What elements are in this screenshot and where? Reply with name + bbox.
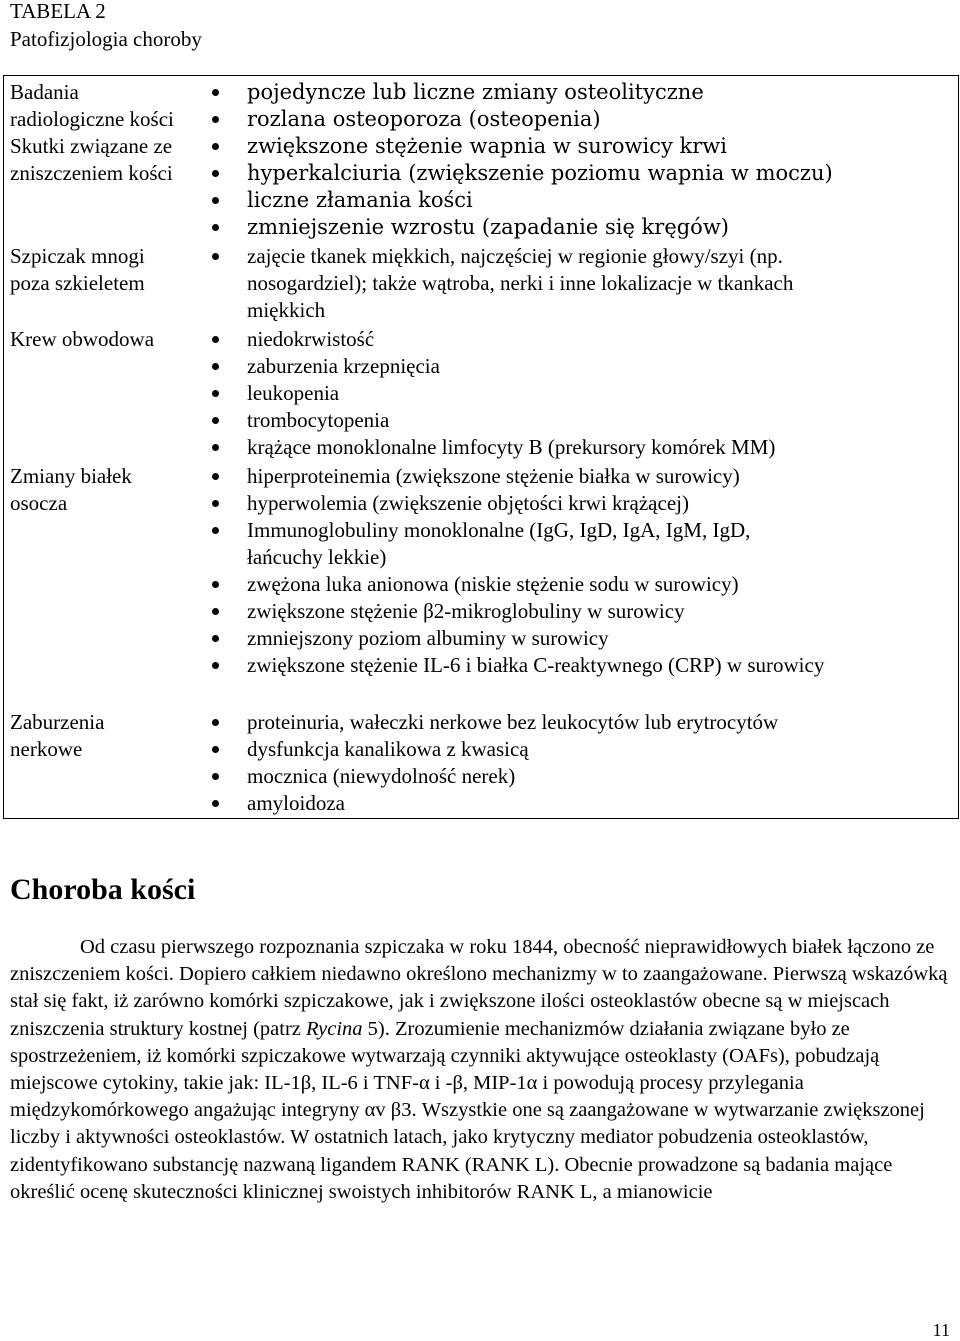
- bullet-icon: [212, 390, 219, 397]
- bullet-icon: [212, 746, 219, 753]
- list-item: [196, 652, 828, 679]
- row-label-line: Zaburzenia: [10, 710, 105, 734]
- bullet-icon: [212, 417, 219, 424]
- list-item: [196, 571, 828, 598]
- list-item-text: zmniejszony poziom albuminy w surowicy: [247, 626, 609, 650]
- list-item-text: niedokrwistość: [247, 327, 375, 351]
- row-label: [10, 326, 154, 353]
- list-item: [196, 133, 958, 160]
- list-item: [196, 106, 958, 133]
- row-label: [10, 463, 132, 517]
- page-number: 11: [932, 1320, 950, 1340]
- list-item: [196, 243, 808, 324]
- row-label-line: poza szkieletem: [10, 271, 145, 295]
- bullet-icon: [212, 581, 219, 588]
- list-item: [196, 434, 958, 461]
- list-item-text: zwiększone stężenie IL-6 i białka C-reaktywnego (CRP) w surowicy: [247, 653, 825, 677]
- bullet-icon: [212, 253, 219, 260]
- list-item: [196, 407, 958, 434]
- bullet-icon: [212, 635, 219, 642]
- item-list: [196, 463, 828, 679]
- list-item-text: zwiększone stężenie wapnia w surowicy krwi: [247, 134, 727, 158]
- list-item: [196, 790, 958, 817]
- paragraph-text-part: Od czasu pierwszego rozpoznania szpiczaka w roku 1844, obecność nieprawidłowych białek łączono ze zniszczeniem kości. Dopiero całkiem niedawno określono mechanizmy w to zaangażowane. Pierwszą wskazówką stał się fakt, iż zarówno komórki szpiczakowe, jak i zwiększone ilości osteoklastów obecne są w miejscach zniszczenia struktury kostnej (patrz: [10, 936, 948, 1040]
- list-item-text: zwiększone stężenie β2-mikroglobuliny w surowicy: [247, 599, 685, 623]
- list-item-text: hiperproteinemia (zwiększone stężenie białka w surowicy): [247, 464, 740, 488]
- list-item: [196, 709, 958, 736]
- list-item: [196, 160, 958, 187]
- pathophysiology-table: [3, 75, 959, 819]
- row-label-line: Krew obwodowa: [10, 327, 155, 351]
- row-label-line: osocza: [10, 491, 68, 515]
- list-item: [196, 517, 828, 571]
- bullet-icon: [212, 143, 219, 150]
- list-item-text: zwężona luka anionowa (niskie stężenie sodu w surowicy): [247, 572, 739, 596]
- row-label-line: Badania: [10, 80, 79, 104]
- list-item: [196, 214, 958, 241]
- figure-reference: Rycina: [306, 1017, 363, 1040]
- item-list: [196, 326, 958, 461]
- list-item: [196, 353, 958, 380]
- section-heading: Choroba kości: [10, 873, 196, 906]
- bullet-icon: [212, 800, 219, 807]
- list-item: [196, 380, 958, 407]
- list-item-text: leukopenia: [247, 381, 340, 405]
- body-paragraph: [10, 934, 955, 1206]
- list-item-text: zmniejszenie wzrostu (zapadanie się kręgów): [247, 215, 729, 239]
- bullet-icon: [212, 197, 219, 204]
- bullet-icon: [212, 336, 219, 343]
- row-label: [10, 709, 104, 763]
- table-caption: [10, 0, 202, 53]
- list-item: [196, 763, 958, 790]
- item-list: [196, 709, 958, 817]
- item-list: [196, 79, 958, 241]
- bullet-icon: [212, 89, 219, 96]
- row-label-line: Szpiczak mnogi: [10, 244, 145, 268]
- bullet-icon: [212, 116, 219, 123]
- list-item-text: Immunoglobuliny monoklonalne (IgG, IgD, IgA, IgM, IgD, łańcuchy lekkie): [247, 518, 751, 569]
- bullet-icon: [212, 444, 219, 451]
- list-item: [196, 625, 828, 652]
- table-title: Patofizjologia choroby: [10, 27, 202, 51]
- row-label: [10, 79, 174, 187]
- row-label-line: Zmiany białek: [10, 464, 132, 488]
- bullet-icon: [212, 719, 219, 726]
- bullet-icon: [212, 773, 219, 780]
- list-item-text: pojedyncze lub liczne zmiany osteolityczne: [247, 80, 704, 104]
- list-item-text: hyperwolemia (zwiększenie objętości krwi krążącej): [247, 491, 689, 515]
- list-item-text: krążące monoklonalne limfocyty B (prekursory komórek MM): [247, 435, 776, 459]
- bullet-icon: [212, 527, 219, 534]
- list-item: [196, 736, 958, 763]
- row-label: [10, 243, 145, 297]
- list-item-text: dysfunkcja kanalikowa z kwasicą: [247, 737, 529, 761]
- bullet-icon: [212, 662, 219, 669]
- list-item-text: proteinuria, wałeczki nerkowe bez leukocytów lub erytrocytów: [247, 710, 779, 734]
- row-label-line: radiologiczne kości: [10, 107, 174, 131]
- list-item-text: rozlana osteoporoza (osteopenia): [247, 107, 601, 131]
- list-item-text: mocznica (niewydolność nerek): [247, 764, 516, 788]
- bullet-icon: [212, 473, 219, 480]
- bullet-icon: [212, 608, 219, 615]
- list-item-text: hyperkalciuria (zwiększenie poziomu wapnia w moczu): [247, 161, 833, 185]
- bullet-icon: [212, 500, 219, 507]
- list-item-text: amyloidoza: [247, 791, 345, 815]
- bullet-icon: [212, 363, 219, 370]
- list-item: [196, 598, 828, 625]
- item-list: [196, 243, 808, 324]
- row-label-line: nerkowe: [10, 737, 83, 761]
- list-item: [196, 187, 958, 214]
- row-label-line: Skutki związane ze: [10, 134, 173, 158]
- row-label-line: zniszczeniem kości: [10, 161, 173, 185]
- list-item-text: zaburzenia krzepnięcia: [247, 354, 440, 378]
- list-item: [196, 326, 958, 353]
- bullet-icon: [212, 224, 219, 231]
- list-item: [196, 490, 828, 517]
- list-item: [196, 79, 958, 106]
- list-item: [196, 463, 828, 490]
- bullet-icon: [212, 170, 219, 177]
- list-item-text: trombocytopenia: [247, 408, 390, 432]
- paragraph-text-part: 5). Zrozumienie mechanizmów działania związane było ze spostrzeżeniem, iż komórki szpiczakowe wytwarzają czynniki aktywujące osteoklasty (OAFs), pobudzają miejscowe cytokiny, takie jak: IL-1β, IL-6 i TNF-α i -β, MIP-1α i powodują procesy przylegania międzykomórkowego angażując integryny αv β3. Wszystkie one są zaangażowane w wytwarzanie zwiększonej liczby i aktywności osteoklastów. W ostatnich latach, jako krytyczny mediator pobudzenia osteoklastów, zidentyfikowano substancję nazwaną ligandem RANK (RANK L). Obecnie prowadzone są badania mające określić ocenę skuteczności klinicznej swoistych inhibitorów RANK L, a mianowicie: [10, 1017, 925, 1203]
- table-number: TABELA 2: [10, 0, 106, 23]
- list-item-text: liczne złamania kości: [247, 188, 473, 212]
- list-item-text: zajęcie tkanek miękkich, najczęściej w regionie głowy/szyi (np. nosogardziel); także wątroba, nerki i inne lokalizacje w tkankach miękkich: [247, 244, 794, 322]
